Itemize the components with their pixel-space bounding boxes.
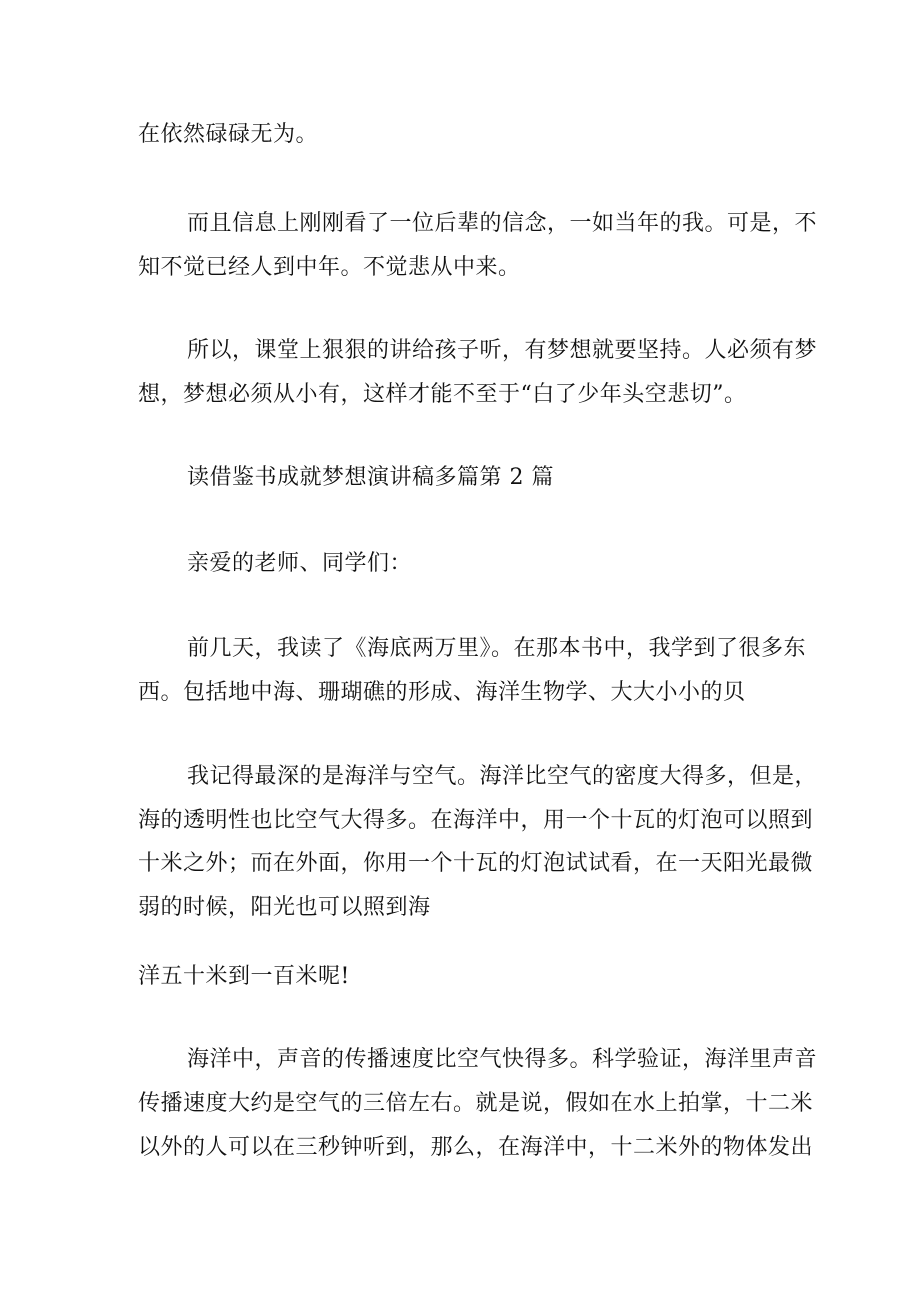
paragraph-line: 弱的时候，阳光也可以照到海 [138,895,431,920]
paragraph-line: 西。包括地中海、珊瑚礁的形成、海洋生物学、大大小小的贝 [138,680,746,705]
paragraph-line: 想，梦想必须从小有，这样才能不至于“白了少年头空悲切”。 [138,382,747,407]
paragraph-line: 知不觉已经人到中年。不觉悲从中来。 [138,255,521,280]
paragraph-line: 所以，课堂上狠狠的讲给孩子听，有梦想就要坚持。人必须有梦 [187,338,818,363]
paragraph-line: 十米之外；而在外面，你用一个十瓦的灯泡试试看，在一天阳光最微 [138,851,814,876]
section-heading: 读借鉴书成就梦想演讲稿多篇第 2 篇 [187,465,554,490]
paragraph-line: 传播速度大约是空气的三倍左右。就是说，假如在水上拍掌，十二米 [138,1091,814,1116]
paragraph-line: 在依然碌碌无为。 [138,122,319,147]
paragraph-line: 洋五十米到一百米呢! [138,964,350,989]
paragraph-line: 海洋中，声音的传播速度比空气快得多。科学验证，海洋里声音 [187,1047,818,1072]
paragraph-line: 以外的人可以在三秒钟听到，那么，在海洋中，十二米外的物体发出 [138,1135,814,1160]
paragraph-line: 而且信息上刚刚看了一位后辈的信念，一如当年的我。可是，不 [187,211,818,236]
paragraph-line: 海的透明性也比空气大得多。在海洋中，用一个十瓦的灯泡可以照到 [138,808,814,833]
salutation: 亲爱的老师、同学们： [187,551,413,576]
paragraph-line: 我记得最深的是海洋与空气。海洋比空气的密度大得多，但是， [187,764,818,789]
paragraph-line: 前几天，我读了《海底两万里》。在那本书中，我学到了很多东 [187,636,807,661]
